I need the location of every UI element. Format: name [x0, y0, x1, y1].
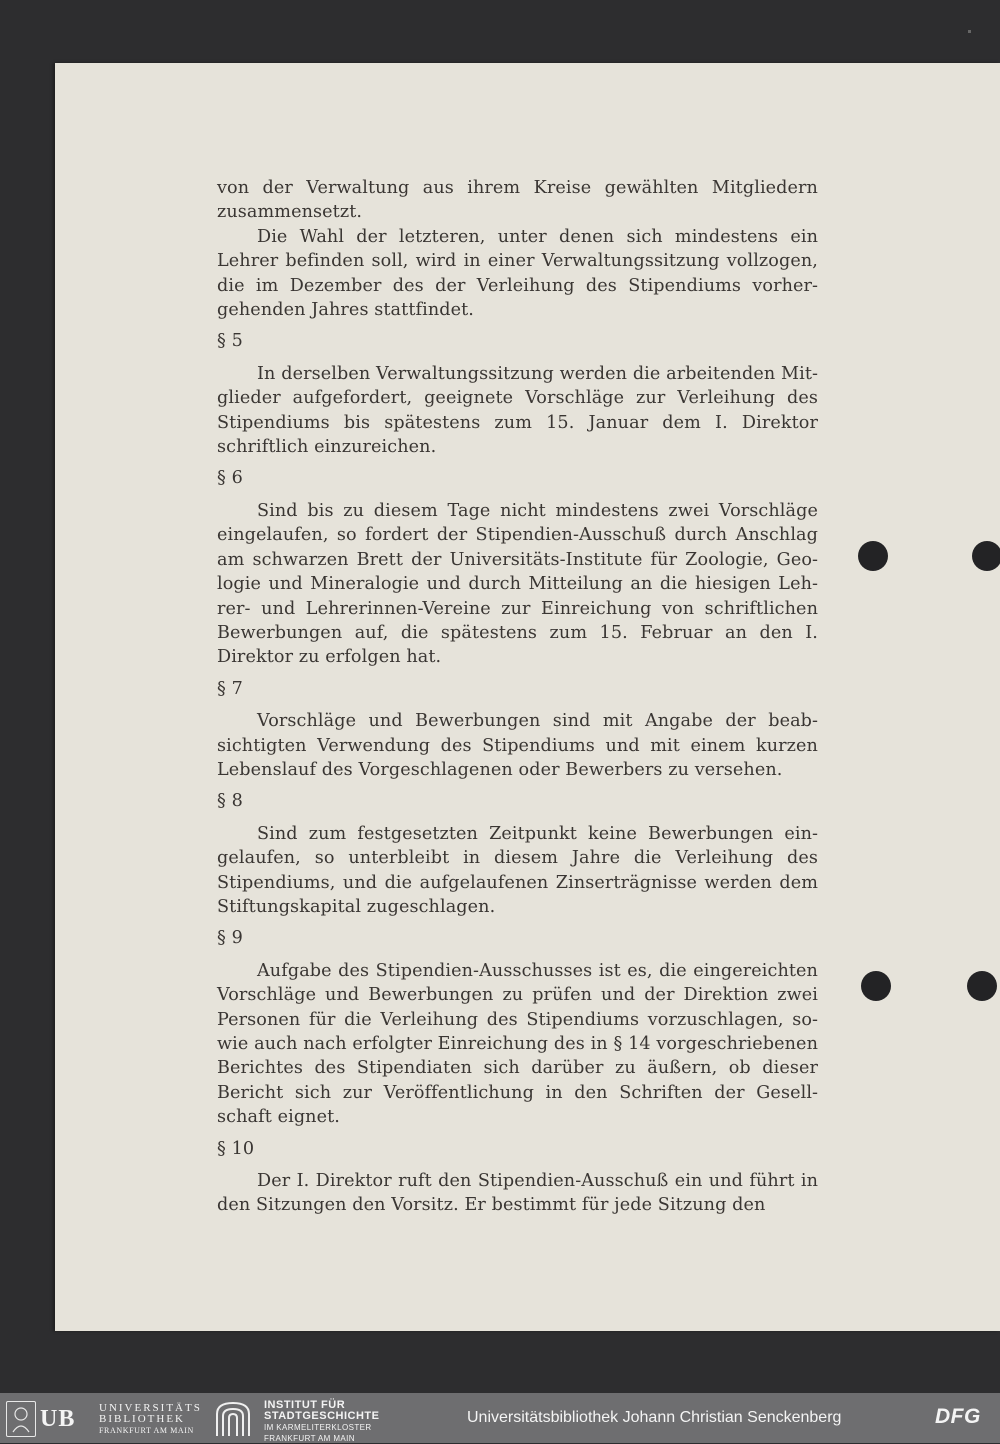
ub-line-1: UNIVERSITÄTS	[99, 1402, 202, 1414]
paragraph: Aufgabe des Stipendien-Ausschusses ist es, die eingereichten Vorschläge und Bewerbungen zu prüfen und der Direktion zwei Personen für die Verleihung des Stipendiums vorzuschlagen, sowie auch nach erfolgter Einreichung des in § 14 vorgeschriebenen Berichtes des Stipendiaten sich darüber zu äußern, ob dieser Bericht sich zur Veröffentlichung in den Schriften der Gesellschaft eignet.	[217, 960, 818, 1128]
paragraph: Der I. Direktor ruft den Stipendien-Ausschuß ein und führt in den Sitzungen den Vorsitz. Er bestimmt für jede Sitzung den	[217, 1171, 818, 1216]
library-name[interactable]: Universitätsbibliothek Johann Christian Senckenberg	[467, 1409, 842, 1426]
ub-mark: UB	[40, 1406, 76, 1432]
paragraph: Sind zum festgesetzten Zeitpunkt keine Bewerbungen eingelaufen, so unterbleibt in diesem Jahre die Verleihung des Stipendiums, und die aufgelaufenen Zinserträgnisse werden dem Stiftungskapital zugeschlagen.	[217, 823, 818, 917]
punch-hole	[967, 971, 997, 1001]
arch-icon	[214, 1400, 252, 1438]
isg-line-3: IM KARMELITERKLOSTER	[264, 1423, 372, 1432]
section-heading: § 9	[217, 928, 243, 949]
section-heading: § 8	[217, 791, 243, 812]
footer-bar	[0, 1393, 1000, 1443]
section-heading: § 10	[217, 1138, 255, 1159]
paragraph: von der Verwaltung aus ihrem Kreise gewählten Mitgliedern zusammensetzt.	[217, 178, 818, 223]
section-heading: § 7	[217, 678, 243, 699]
isg-line-4: FRANKFURT AM MAIN	[264, 1434, 355, 1443]
document-body	[217, 176, 818, 1218]
dfg-logo[interactable]: DFG	[935, 1405, 981, 1428]
scan-artifact	[968, 30, 971, 33]
paragraph: In derselben Verwaltungssitzung werden die arbeitenden Mitglieder aufgefordert, geeignete Vorschläge zur Verleihung des Stipendiums bis spätestens zum 15. Januar dem I. Direktor schriftlich einzureichen.	[217, 363, 818, 458]
punch-hole	[861, 971, 891, 1001]
punch-hole	[858, 541, 888, 571]
section-heading: § 5	[217, 331, 243, 352]
section-heading: § 6	[217, 468, 243, 489]
paragraph: Die Wahl der letzteren, unter denen sich mindestens ein Lehrer befinden soll, wird in einer Verwaltungssitzung vollzogen, die im Dezember des der Verleihung des Stipendiums vorhergehenden Jahres stattfindet.	[217, 226, 818, 321]
isg-line-1: INSTITUT FÜR	[264, 1399, 346, 1411]
ub-line-2: BIBLIOTHEK	[99, 1413, 185, 1425]
isg-line-2: STADTGESCHICHTE	[264, 1410, 380, 1422]
paragraph: Sind bis zu diesem Tage nicht mindestens zwei Vorschläge eingelaufen, so fordert der Stipendien-Ausschuß durch Anschlag am schwarzen Brett der Universitäts-Institute für Zoologie, Geologie und Mineralogie und durch Mitteilung an die hiesigen Lehrer- und Lehrerinnen-Vereine zur Einreichung von schriftlichen Bewerbungen auf, die spätestens zum 15. Februar an den I. Direktor zu erfolgen hat.	[217, 500, 818, 668]
punch-hole	[972, 541, 1000, 571]
paragraph: Vorschläge und Bewerbungen sind mit Angabe der beabsichtigten Verwendung des Stipendiums und mit einem kurzen Lebenslauf des Vorgeschlagenen oder Bewerbers zu versehen.	[217, 711, 818, 780]
isg-logo[interactable]	[214, 1399, 414, 1443]
ub-line-3: FRANKFURT AM MAIN	[99, 1426, 194, 1435]
ub-logo[interactable]	[6, 1401, 206, 1437]
seal-icon	[6, 1401, 36, 1437]
